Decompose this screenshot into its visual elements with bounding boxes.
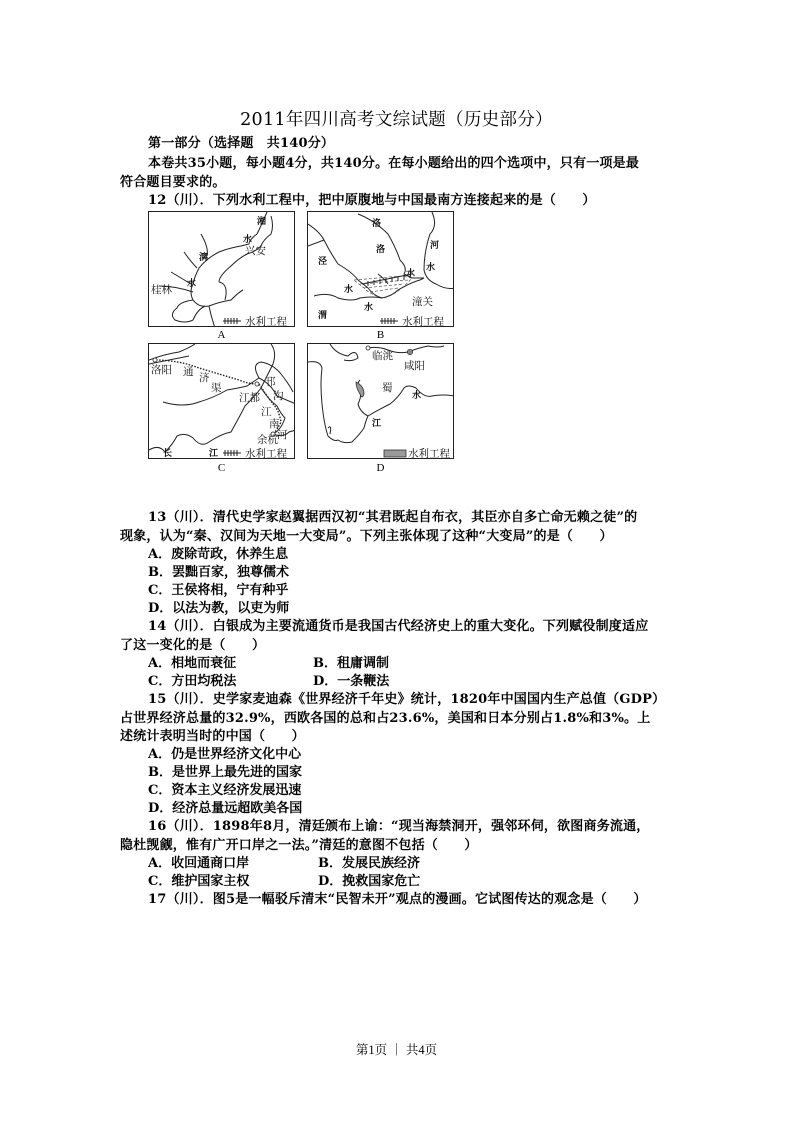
map-label: 河: [277, 429, 288, 441]
question-13-stem: 13（川）．清代史学家赵翼据西汉初“其君既起自布衣，其臣亦自多亡命无赖之徒”的: [148, 510, 638, 525]
map-d: [307, 343, 454, 459]
map-label: 桂林: [151, 284, 172, 296]
question-16-option-b[interactable]: B．发展民族经济: [318, 856, 420, 871]
map-label: 咸阳: [404, 360, 425, 372]
map-label: 水: [364, 303, 374, 313]
map-label: 长: [163, 449, 173, 459]
map-legend-label: 水利工程: [408, 448, 450, 459]
map-label: 洛: [376, 245, 386, 255]
map-label: 潼关: [412, 296, 433, 308]
instructions-continued: 符合题目要求的。: [120, 175, 226, 190]
map-label: 江都: [239, 392, 260, 404]
question-14-stem: 14（川）．白银成为主要流通货币是我国古代经济史上的重大变化。下列赋役制度适应: [148, 619, 649, 634]
question-14-option-a[interactable]: A．相地而衰征: [148, 656, 237, 671]
question-16-option-a[interactable]: A．收回通商口岸: [148, 856, 250, 871]
map-label: 漓: [199, 253, 209, 263]
map-label: 河: [430, 241, 440, 251]
question-17-stem: 17（川）．图5是一幅驳斥清末“民智未开”观点的漫画。它试图传达的观念是（ ）: [148, 892, 647, 907]
map-label: 江: [261, 406, 272, 418]
map-caption: A: [217, 329, 226, 341]
map-label: 水: [426, 263, 436, 273]
question-15-stem-continued: 述统计表明当时的中国（ ）: [120, 729, 305, 744]
question-16-option-d[interactable]: D．挽救国家危亡: [318, 874, 421, 889]
map-a-rivers: [149, 212, 295, 327]
question-13-option-c[interactable]: C．王侯将相，宁有种乎: [148, 583, 289, 598]
map-caption: C: [217, 462, 226, 474]
question-16-stem-continued: 隐杜觊觎，惟有广开口岸之一法。”清廷的意图不包括（ ）: [120, 838, 478, 853]
map-label: 临洮: [372, 350, 393, 362]
map-label: 洛: [372, 219, 382, 229]
map-label: 济: [199, 372, 210, 384]
map-label: 水: [344, 285, 354, 295]
question-14-option-b[interactable]: B．租庸调制: [313, 656, 389, 671]
question-16-stem: 16（川）．1898年8月，清廷颁布上谕：“现当海禁洞开，强邻环伺，欲图商务流通，: [148, 819, 650, 834]
map-label: 水: [243, 235, 253, 245]
map-legend-label: 水利工程: [245, 316, 287, 327]
map-label: 泾: [318, 257, 328, 267]
map-label: 余杭: [257, 434, 278, 446]
map-label: 江: [372, 419, 382, 429]
question-13-option-a[interactable]: A．废除苛政，休养生息: [148, 547, 289, 562]
map-a: [148, 211, 295, 327]
map-label: 蜀: [382, 382, 393, 394]
question-15-option-a[interactable]: A．仍是世界经济文化中心: [148, 747, 302, 762]
map-label: 南: [269, 418, 280, 430]
map-caption: D: [376, 462, 385, 474]
question-12-stem: 12（川）．下列水利工程中，把中原腹地与中国最南方连接起来的是（ ）: [148, 193, 596, 208]
map-label: 通: [183, 366, 194, 378]
map-label: 邗: [265, 376, 276, 388]
question-14-option-c[interactable]: C．方田均税法: [148, 674, 237, 689]
page-footer: 第1页 ｜ 共4页: [355, 1043, 438, 1057]
map-legend-label: 水利工程: [245, 448, 287, 459]
map-label: 水: [187, 279, 197, 289]
map-label: 渠: [211, 382, 222, 394]
section-heading: 第一部分（选择题 共140分）: [148, 136, 335, 151]
map-legend-label: 水利工程: [402, 316, 444, 327]
map-label: 江: [209, 449, 219, 459]
map-label: 兴安: [245, 245, 266, 257]
instructions: 本卷共35小题，每小题4分，共140分。在每小题给出的四个选项中，只有一项是最: [148, 156, 640, 171]
question-15-option-d[interactable]: D．经济总量远超欧美各国: [148, 801, 303, 816]
question-15-option-b[interactable]: B．是世界上最先进的国家: [148, 765, 302, 780]
question-14-stem-continued: 了这一变化的是（ ）: [120, 638, 266, 653]
question-16-option-c[interactable]: C．维护国家主权: [148, 874, 250, 889]
map-b: [307, 211, 454, 327]
question-14-option-d[interactable]: D．一条鞭法: [313, 674, 390, 689]
map-label: 沟: [273, 390, 284, 402]
question-15-stem-continued: 占世界经济总量的32.9%，西欧各国的总和占23.6%，美国和日本分别占1.8%和3%。上: [120, 711, 651, 726]
map-c: [148, 343, 295, 459]
question-15-stem: 15（川）．史学家麦迪森《世界经济千年史》统计，1820年中国国内生产总值（GDP）: [148, 692, 666, 707]
question-13-option-d[interactable]: D．以法为教，以吏为师: [148, 601, 290, 616]
map-label: 渭: [318, 311, 328, 321]
map-label: 水: [412, 391, 422, 401]
map-label: 洛阳: [151, 364, 172, 376]
map-caption: B: [376, 329, 385, 341]
map-label: 水: [406, 269, 416, 279]
map-label: 湘: [257, 217, 267, 227]
question-15-option-c[interactable]: C．资本主义经济发展迅速: [148, 783, 302, 798]
document-title: 2011年四川高考文综试题（历史部分）: [240, 110, 553, 130]
question-13-option-b[interactable]: B．罢黜百家，独尊儒术: [148, 565, 289, 580]
question-13-stem-continued: 现象，认为“秦、汉间为天地一大变局”。下列主张体现了这种“大变局”的是（ ）: [120, 529, 613, 544]
